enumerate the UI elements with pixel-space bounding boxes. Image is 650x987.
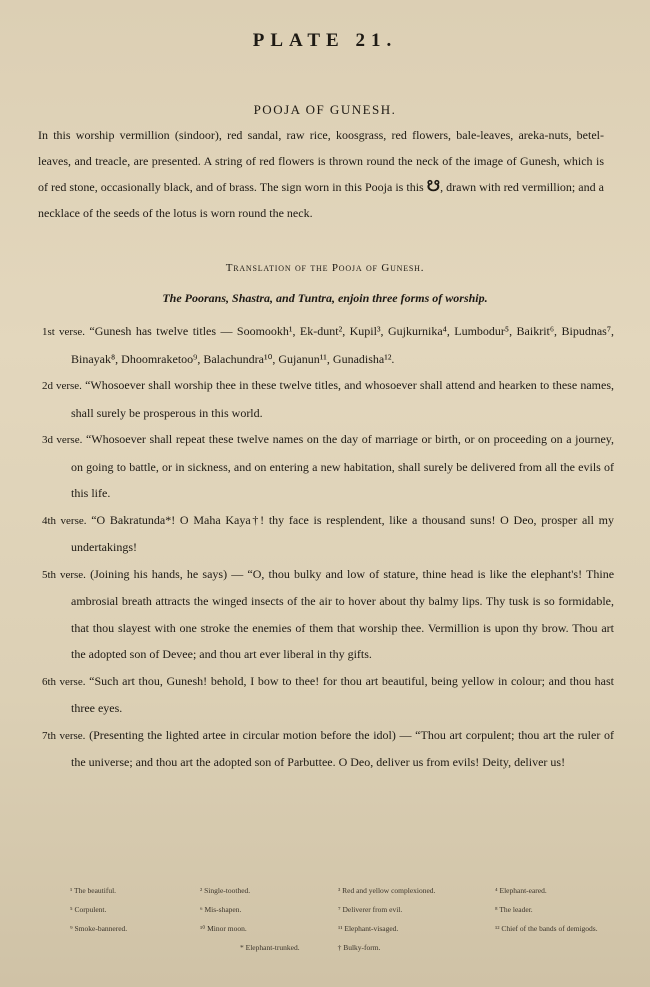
footnote: * Elephant-trunked.: [240, 943, 300, 952]
verse-3: [42, 426, 614, 507]
verse-label: 7th verse.: [42, 729, 86, 742]
footnote: ⁵ Corpulent.: [70, 905, 107, 914]
footnote: ¹ The beautiful.: [70, 886, 117, 895]
verse-label: 1st verse.: [42, 326, 85, 338]
footnote: ⁷ Deliverer from evil.: [338, 905, 403, 914]
verse-text: “Whosoever shall repeat these twelve names on the day of marriage or birth, or on proceeding on a journey, on going to battle, or in sickness, and on entering a new habitation, shall surely be delivered from all the evils of this life.: [71, 432, 615, 500]
verse-text: “Gunesh has twelve titles — Soomookh¹, Ek-dunt², Kupil³, Gujkurnika⁴, Lumbodur⁵, Baikrit⁶, Bipudnas⁷, Binayak⁸, Dhoomraketoo⁹, Balachundra¹⁰, Gujanun¹¹, Gunadisha¹².: [71, 324, 615, 366]
footnote: ³ Red and yellow complexioned.: [338, 886, 436, 895]
injunction-line: The Poorans, Shastra, and Tuntra, enjoin three forms of worship.: [162, 291, 488, 305]
verse-text: “Whosoever shall worship thee in these twelve titles, and whosoever shall attend and hearken to these names, shall surely be prosperous in this world.: [71, 378, 615, 420]
verse-label: 6th verse.: [42, 675, 86, 688]
pooja-sign-icon: ☋: [426, 179, 441, 195]
intro-text-part2: , drawn with red vermillion; and a necklace of the seeds of the lotus is worn round the neck.: [38, 180, 605, 220]
verse-label: 4th verse.: [42, 514, 87, 527]
footnote: ¹⁰ Minor moon.: [200, 924, 247, 933]
verse-label: 3d verse.: [42, 434, 83, 446]
verse-1: [42, 318, 614, 372]
verse-text: “Such art thou, Gunesh! behold, I bow to thee! for thou art beautiful, being yellow in colour; and thou hast three eyes.: [71, 673, 614, 715]
footnotes: [70, 886, 610, 952]
verse-text: (Joining his hands, he says) — “O, thou bulky and low of stature, thine head is like the elephant's! Thine ambrosial breath attracts the winged insects of the air to hover about thy balmy lips. Thy tusk is so formidable, that thou slayest with one stroke the enemies of them that worship thee. Vermillion is upon thy brow. Thou art the adopted son of Devee; and thou art ever liberal in thy gifts.: [71, 566, 615, 661]
footnote-last-row: [70, 943, 610, 952]
verse-text: “O Bakratunda*! O Maha Kaya†! thy face is resplendent, like a thousand suns! O Deo, prosper all my undertakings!: [71, 512, 614, 554]
verse-7: [42, 722, 614, 776]
intro-paragraph: [38, 122, 604, 226]
intro-text-part1: In this worship vermillion (sindoor), red sandal, raw rice, koosgrass, red flowers, bale-leaves, areka-nuts, betel-leaves, and treacle, are presented. A string of red flowers is thrown round the neck of the image of Gunesh, which is of red stone, occasionally black, and of brass. The sign worn in this Pooja is this: [38, 128, 604, 194]
verse-6: [42, 668, 614, 722]
verses-block: [42, 318, 614, 776]
section-title: POOJA OF GUNESH.: [253, 102, 397, 117]
plate-title: PLATE 21.: [252, 30, 398, 51]
footnote: † Bulky-form.: [337, 943, 381, 952]
verse-5: [42, 561, 614, 668]
footnote: ⁶ Mis-shapen.: [200, 905, 242, 914]
footnote: ⁴ Elephant-eared.: [495, 886, 547, 895]
verse-label: 2d verse.: [42, 380, 82, 392]
verse-2: [42, 372, 614, 426]
footnote: ⁹ Smoke-bannered.: [70, 924, 128, 933]
footnote-grid: [70, 886, 610, 933]
footnote: ² Single-toothed.: [200, 886, 251, 895]
verse-text: (Presenting the lighted artee in circular motion before the idol) — “Thou art corpulent; thou art the ruler of the universe; and thou art the adopted son of Parbuttee. O Deo, deliver us from evils! Deity, deliver us!: [71, 727, 614, 769]
footnote: ¹¹ Elephant-visaged.: [338, 924, 399, 933]
footnote: ⁸ The leader.: [495, 905, 533, 914]
verse-4: [42, 507, 614, 561]
translation-heading: Translation of the Pooja of Gunesh.: [225, 262, 425, 274]
footnote: ¹² Chief of the bands of demigods.: [495, 924, 598, 933]
verse-label: 5th verse.: [42, 568, 86, 581]
